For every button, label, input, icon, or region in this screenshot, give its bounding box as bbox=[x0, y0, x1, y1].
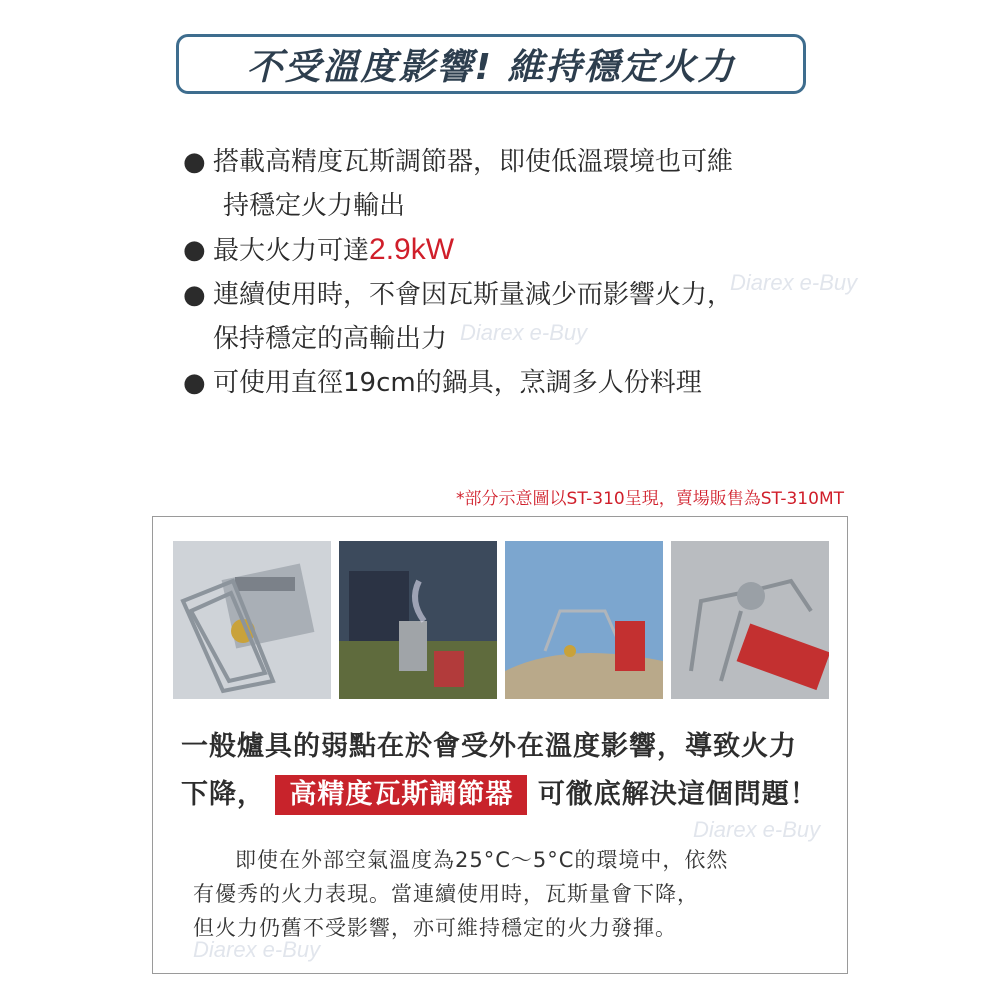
desc-line-1: 即使在外部空氣溫度為25°C～5°C的環境中，依然 bbox=[235, 848, 729, 872]
title-banner bbox=[176, 34, 806, 94]
feature-text-cont: 持穩定火力輸出 bbox=[223, 191, 406, 221]
folded-stove-photo bbox=[173, 541, 331, 699]
watermark: Diarex e-Buy bbox=[693, 817, 821, 842]
bullet-icon: ● bbox=[183, 235, 206, 265]
main-line-2-suffix: 可徹底解決這個問題！ bbox=[537, 779, 818, 810]
feature-item bbox=[183, 228, 883, 273]
feature-text: 連續使用時，不會因瓦斯量減少而影響火力， bbox=[213, 280, 734, 310]
watermark: Diarex e-Buy bbox=[730, 270, 858, 295]
feature-item bbox=[183, 140, 883, 228]
outdoor-stove-photo bbox=[339, 541, 497, 699]
bullet-icon: ● bbox=[183, 280, 206, 310]
max-power-value: 2.9kW bbox=[369, 233, 455, 266]
main-statement bbox=[181, 723, 831, 819]
bullet-icon: ● bbox=[183, 147, 206, 177]
feature-text: 最大火力可達 bbox=[213, 236, 370, 266]
page-title: 不受溫度影響! 維持穩定火力 bbox=[246, 46, 736, 88]
feature-item bbox=[183, 361, 883, 405]
regulator-badge: 高精度瓦斯調節器 bbox=[275, 775, 527, 815]
main-line-2 bbox=[181, 771, 831, 819]
main-line-2-prefix: 下降， bbox=[181, 779, 265, 810]
bullet-icon: ● bbox=[183, 368, 206, 398]
main-line-1: 一般爐具的弱點在於會受外在溫度影響，導致火力 bbox=[181, 731, 797, 762]
description bbox=[193, 843, 833, 945]
stove-with-canister-photo bbox=[671, 541, 829, 699]
watermark: Diarex e-Buy bbox=[193, 937, 321, 962]
feature-text-cont: 保持穩定的高輸出力 bbox=[213, 324, 448, 354]
model-note: *部分示意圖以ST-310呈現，賣場販售為ST-310MT bbox=[456, 489, 844, 509]
watermark: Diarex e-Buy bbox=[460, 320, 588, 345]
stove-on-rock-photo bbox=[505, 541, 663, 699]
desc-line-2: 有優秀的火力表現。當連續使用時，瓦斯量會下降， bbox=[193, 882, 699, 906]
desc-line-3: 但火力仍舊不受影響，亦可維持穩定的火力發揮。 bbox=[193, 916, 677, 940]
feature-text: 搭載高精度瓦斯調節器，即使低溫環境也可維 bbox=[213, 147, 734, 177]
feature-text: 可使用直徑19cm的鍋具，烹調多人份料理 bbox=[213, 368, 702, 398]
info-panel bbox=[152, 516, 848, 974]
